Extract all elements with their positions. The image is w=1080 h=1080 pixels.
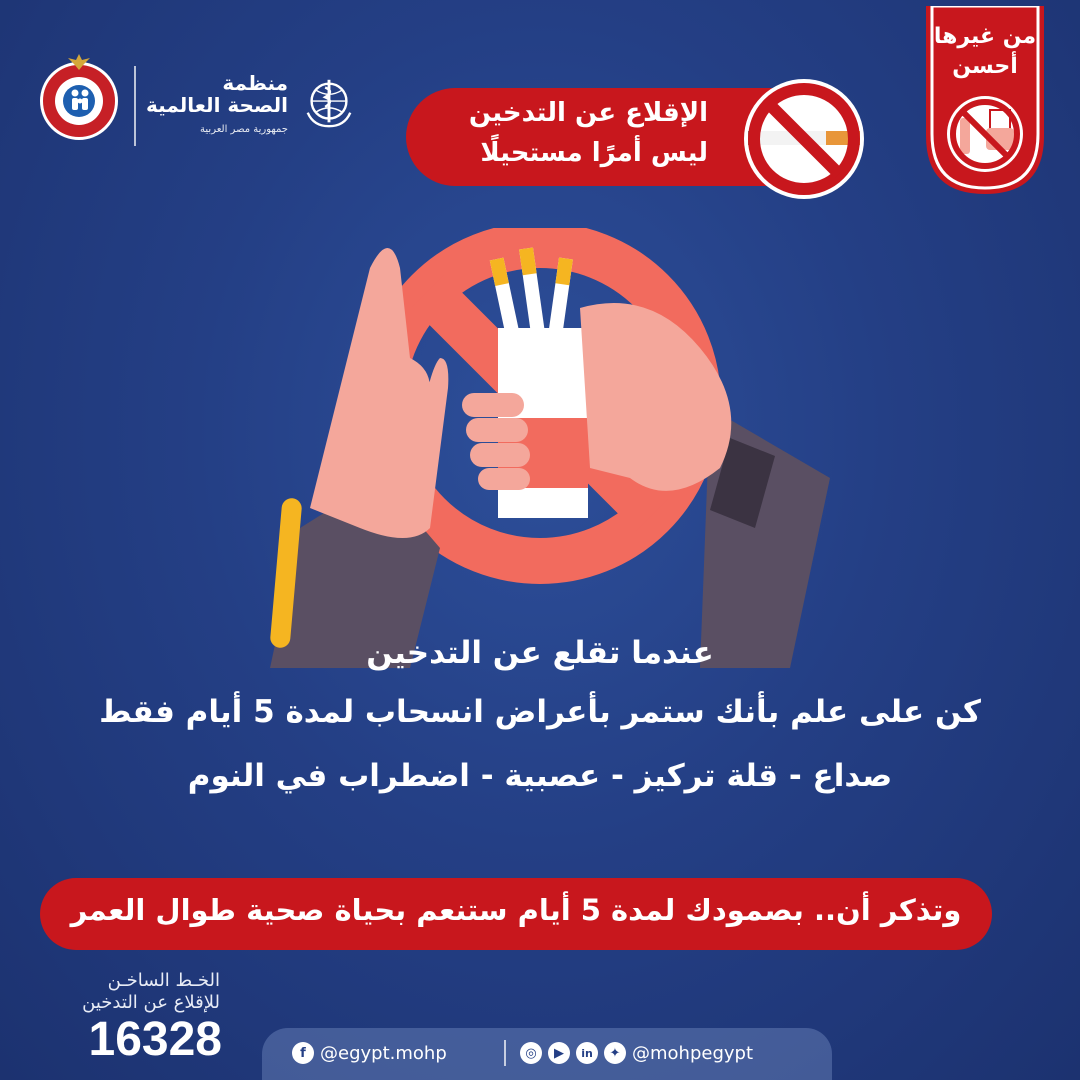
facebook-link[interactable] — [292, 1042, 447, 1064]
reminder-banner — [40, 878, 992, 950]
badge-line1: من غيرها — [933, 24, 1037, 49]
social-icons-group — [520, 1042, 753, 1064]
instagram-icon[interactable]: ◎ — [520, 1042, 542, 1064]
facebook-handle: @egypt.mohp — [320, 1042, 447, 1064]
twitter-icon[interactable]: ✦ — [604, 1042, 626, 1064]
family-icon — [67, 87, 93, 115]
refuse-cigarettes-illustration — [230, 228, 850, 668]
facebook-icon: f — [292, 1042, 314, 1064]
who-subtitle: جمهورية مصر العربية — [200, 124, 288, 135]
main-line2: كن على علم بأنك ستمر بأعراض انسحاب لمدة 5 أيام فقط — [99, 694, 981, 730]
moh-logo — [40, 62, 118, 140]
eagle-icon — [66, 52, 92, 72]
logo-divider — [134, 66, 136, 146]
main-line1: عندما تقلع عن التدخين — [366, 635, 714, 671]
badge-line2: أحسن — [952, 54, 1018, 79]
social-divider — [504, 1040, 506, 1066]
hotline-label-line2: للإقلاع عن التدخين — [82, 992, 220, 1013]
youtube-icon[interactable]: ▶ — [548, 1042, 570, 1064]
social-bar — [262, 1028, 832, 1080]
social-handle[interactable]: @mohpegypt — [632, 1042, 754, 1064]
reminder-text: وتذكر أن.. بصمودك لمدة 5 أيام ستنعم بحياة صحية طوال العمر — [70, 893, 962, 927]
who-emblem-icon — [300, 74, 358, 132]
who-logo — [146, 71, 360, 142]
linkedin-icon[interactable]: in — [576, 1042, 598, 1064]
hotline-number: 16328 — [88, 1013, 222, 1066]
no-smoking-icon — [740, 75, 868, 203]
who-name-line2: الصحة العالمية — [146, 93, 288, 117]
who-name-line1: منظمة — [222, 71, 288, 95]
header-line1: الإقلاع عن التدخين — [468, 98, 708, 128]
header-line2: ليس أمرًا مستحيلًا — [480, 138, 708, 168]
hotline-label-line1: الخـط الساخـن — [107, 970, 220, 991]
main-line3: صداع - قلة تركيز - عصبية - اضطراب في النوم — [187, 758, 893, 794]
